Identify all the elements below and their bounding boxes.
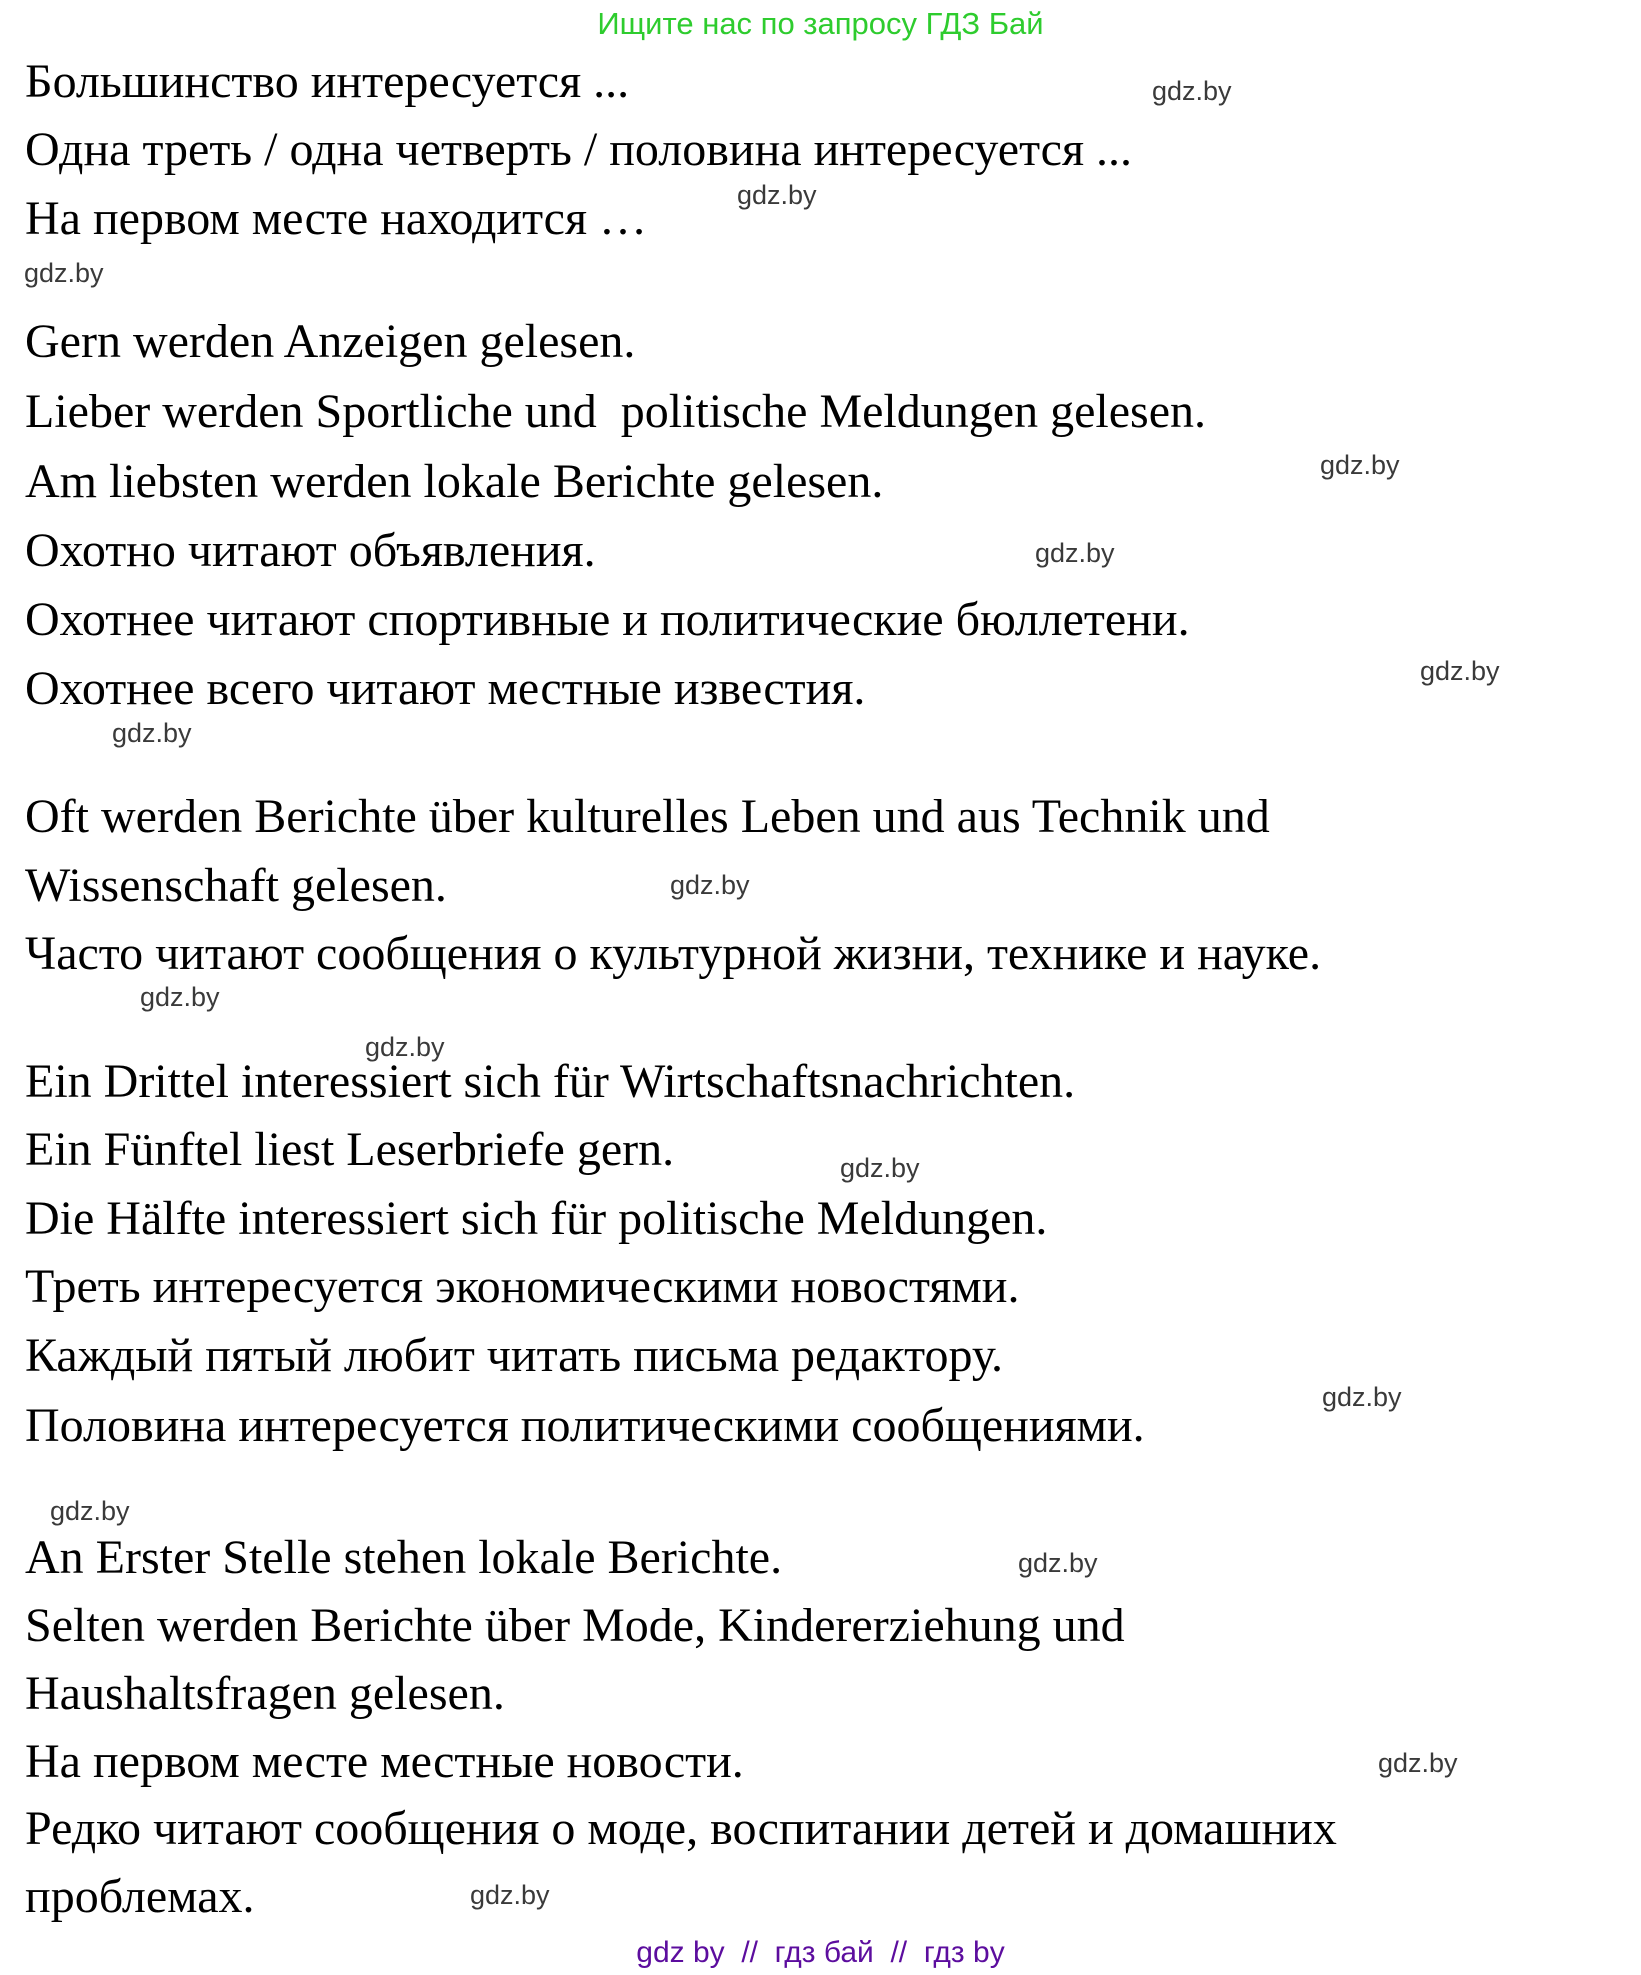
text-line: На первом месте местные новости. bbox=[25, 1735, 744, 1788]
gdz-watermark: gdz.by bbox=[1152, 76, 1232, 106]
text-line: Охотнее всего читают местные известия. bbox=[25, 662, 866, 715]
gdz-watermark: gdz.by bbox=[50, 1496, 130, 1526]
gdz-watermark: gdz.by bbox=[1018, 1548, 1098, 1578]
text-line: На первом месте находится … bbox=[25, 192, 648, 245]
gdz-watermark: gdz.by bbox=[1420, 656, 1500, 686]
text-line: проблемах. bbox=[25, 1870, 255, 1923]
text-line: Половина интересуется политическими сообщениями. bbox=[25, 1399, 1145, 1452]
text-line: Треть интересуется экономическими новостями. bbox=[25, 1260, 1020, 1313]
gdz-watermark: gdz.by bbox=[1322, 1382, 1402, 1412]
text-line: Gern werden Anzeigen gelesen. bbox=[25, 315, 636, 368]
gdz-watermark: gdz.by bbox=[112, 718, 192, 748]
gdz-watermark: gdz.by bbox=[737, 180, 817, 210]
text-line: Selten werden Berichte über Mode, Kindererziehung und bbox=[25, 1599, 1125, 1652]
gdz-watermark: gdz.by bbox=[1035, 538, 1115, 568]
text-line: Die Hälfte interessiert sich für politische Meldungen. bbox=[25, 1192, 1048, 1245]
gdz-watermark: gdz.by bbox=[1378, 1748, 1458, 1778]
text-line: Каждый пятый любит читать письма редактору. bbox=[25, 1329, 1004, 1382]
gdz-watermark: gdz.by bbox=[365, 1032, 445, 1062]
text-line: Охотно читают объявления. bbox=[25, 524, 596, 577]
gdz-watermark: gdz.by bbox=[470, 1880, 550, 1910]
text-line: Редко читают сообщения о моде, воспитании детей и домашних bbox=[25, 1802, 1337, 1855]
text-line: Охотнее читают спортивные и политические бюллетени. bbox=[25, 593, 1190, 646]
text-line: Одна треть / одна четверть / половина интересуется ... bbox=[25, 123, 1133, 176]
gdz-watermark: gdz.by bbox=[840, 1153, 920, 1183]
gdz-watermark: gdz.by bbox=[140, 982, 220, 1012]
gdz-watermark: gdz.by bbox=[24, 258, 104, 288]
text-line: Haushaltsfragen gelesen. bbox=[25, 1667, 505, 1720]
text-line: Большинство интересуется ... bbox=[25, 55, 630, 108]
promo-header: Ищите нас по запросу ГДЗ Бай bbox=[597, 6, 1044, 41]
gdz-watermark: gdz.by bbox=[670, 870, 750, 900]
text-line: An Erster Stelle stehen lokale Berichte. bbox=[25, 1531, 783, 1584]
text-line: Ein Drittel interessiert sich für Wirtschaftsnachrichten. bbox=[25, 1055, 1076, 1108]
text-line: Часто читают сообщения о культурной жизни, технике и науке. bbox=[25, 927, 1322, 980]
text-line: Am liebsten werden lokale Berichte gelesen. bbox=[25, 455, 884, 508]
text-line: Oft werden Berichte über kulturelles Leben und aus Technik und bbox=[25, 790, 1270, 843]
text-line: Wissenschaft gelesen. bbox=[25, 859, 447, 912]
gdz-watermark: gdz.by bbox=[1320, 450, 1400, 480]
text-line: Ein Fünftel liest Leserbriefe gern. bbox=[25, 1123, 675, 1176]
text-line: Lieber werden Sportliche und politische Meldungen gelesen. bbox=[25, 385, 1206, 438]
footer-watermark: gdz by // гдз бай // гдз by bbox=[636, 1936, 1005, 1969]
